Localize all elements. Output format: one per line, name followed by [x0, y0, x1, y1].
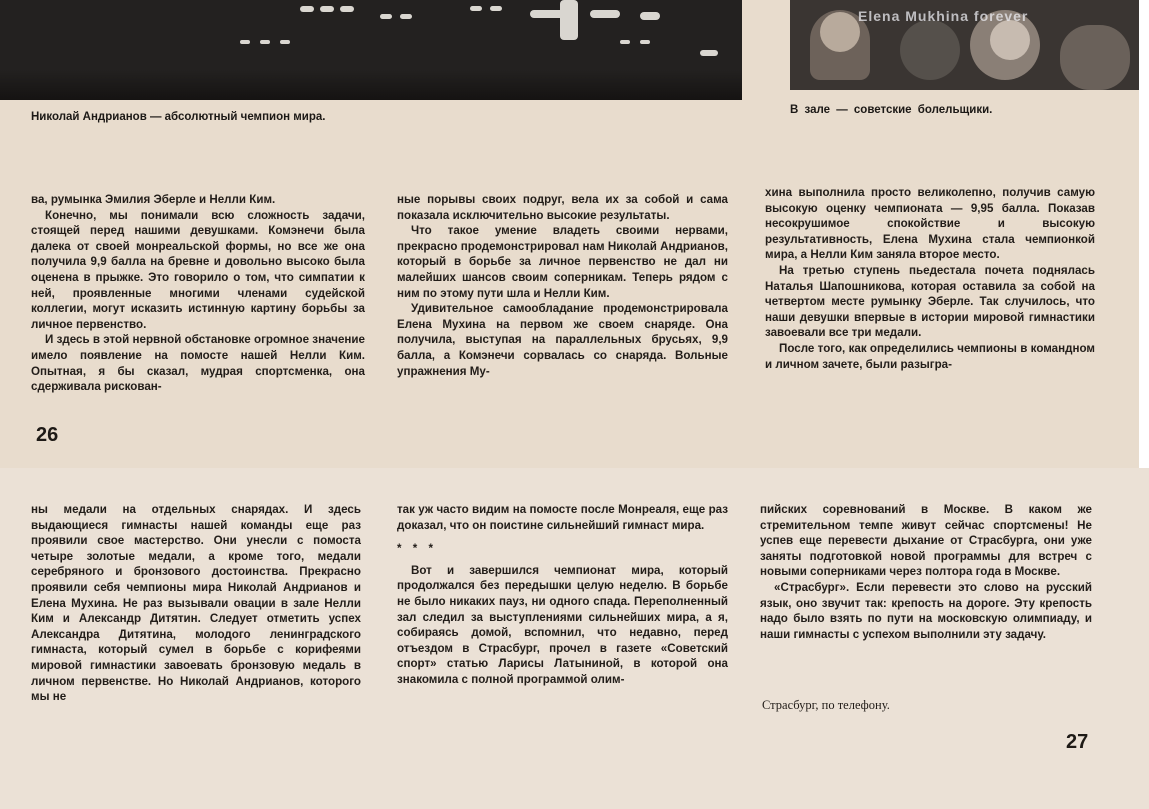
paragraph: И здесь в этой нервной обстановке огромное значение имело появление на помосте нашей Нелли Ким. Опытная, я бы сказал, мудрая спортсменка, она сдерживала рискован- [31, 333, 365, 394]
paragraph: Удивительное самообладание продемонстрировала Елена Мухина на первом же своем снаряде. Она получила, выступая на параллельных брусьях, 9,9 балла, а Комэнечи сорвалась со снаряда. Вольные упражнения Му- [397, 302, 728, 378]
photo-caption-left: Николай Андрианов — абсолютный чемпион мира. [31, 111, 326, 123]
paragraph: Конечно, мы понимали всю сложность задачи, стоящей перед нашими девушками. Комэнечи была далека от своей монреальской формы, но все же она получила 9,9 балла на бревне и довольно высоко была оценена в прыжке. Это говорило о том, что симпатии к ней, проявленные многими членами судейской коллегии, могут исказить истинную картину борьбы за личное первенство. [31, 208, 365, 331]
page-number: 26 [36, 424, 59, 446]
article-column-3 [765, 185, 1095, 372]
watermark: Elena Mukhina forever [858, 8, 1029, 24]
paragraph: хина выполнила просто великолепно, получив самую высокую оценку чемпионата — 9,95 балла. Показав несокрушимое спокойствие и высокую результативность, Елена Мухина стала чемпионкой мира, а Нелли Ким заняла второе место. [765, 186, 1095, 262]
dateline-signature: Страсбург, по телефону. [762, 698, 890, 712]
article-column-1 [31, 192, 365, 395]
paragraph: «Страсбург». Если перевести это слово на русский язык, оно звучит так: крепость на дороге. Эту крепость надо было взять по пути на московскую олимпиаду, и наши гимнасты с успехом выполнили эту задачу. [760, 580, 1092, 641]
paragraph: так уж часто видим на помосте после Монреаля, еще раз доказал, что он поистине сильнейший гимнаст мира. [397, 503, 728, 532]
andrianov-photo [0, 0, 742, 100]
page-27 [0, 468, 1149, 809]
paragraph: ны медали на отдельных снарядах. И здесь выдающиеся гимнасты нашей команды еще раз проявили свое мастерство. Они унесли с помоста четыре золотые медали, а кроме того, медали серебряного и бронзового достоинства. Прекрасно проявили себя чемпионы мира Николай Андрианов и Елена Мухина. Не раз вызывали овации в зале Нелли Ким и Александр Дитятин. Следует отметить успех Александра Дитятина, молодого ленинградского гимнаста, который сумел в борьбе с корифеями мировой гимнастики завоевать бронзовую медаль в личном первенстве. Но Николай Андрианов, которого мы не [31, 503, 361, 704]
paragraph: Вот и завершился чемпионат мира, который продолжался без передышки целую неделю. В борьбе не было никаких пауз, ни одного спада. Переполненный зал следил за выступлениями сильнейших мира, а я, собираясь домой, вспомнил, что недавно, перед отъездом в Страсбург, прочел в газете «Советский спорт» статью Ларисы Латыниной, в которой она знакомила с полной программой олим- [397, 563, 728, 686]
article-column-1 [31, 502, 361, 705]
paragraph: ные порывы своих подруг, вела их за собой и сама показала исключительно высокие результаты. [397, 193, 728, 222]
paragraph: На третью ступень пьедестала почета поднялась Наталья Шапошникова, которая оставила за собой на четвертом месте румынку Эберле. Так случилось, что наши девушки впервые в истории мировой гимнастики завоевали все три медали. [765, 263, 1095, 340]
paragraph: ва, румынка Эмилия Эберле и Нелли Ким. [31, 193, 276, 206]
page-number: 27 [1066, 731, 1089, 753]
photo-caption-right: В зале — советские болельщики. [790, 104, 993, 116]
paragraph: После того, как определились чемпионы в командном и личном зачете, были разыгра- [765, 341, 1095, 371]
section-divider: * * * [397, 542, 437, 556]
paragraph: пийских соревнований в Москве. В каком же стремительном темпе живут сейчас спортсмены! Не успев еще перевести дыхание от Страсбурга, они уже заняты подготовкой новой программы для встреч с новыми соперниками через полтора года в Москве. [760, 503, 1092, 579]
paragraph: Что такое умение владеть своими нервами, прекрасно продемонстрировал нам Николай Андрианов, который в борьбе за личное первенство не дал ни малейших шансов своим соперникам. Теперь рядом с ним по этому пути шла и Нелли Ким. [397, 224, 728, 300]
article-column-3 [760, 502, 1092, 642]
article-column-2 [397, 502, 728, 688]
article-column-2 [397, 192, 728, 379]
